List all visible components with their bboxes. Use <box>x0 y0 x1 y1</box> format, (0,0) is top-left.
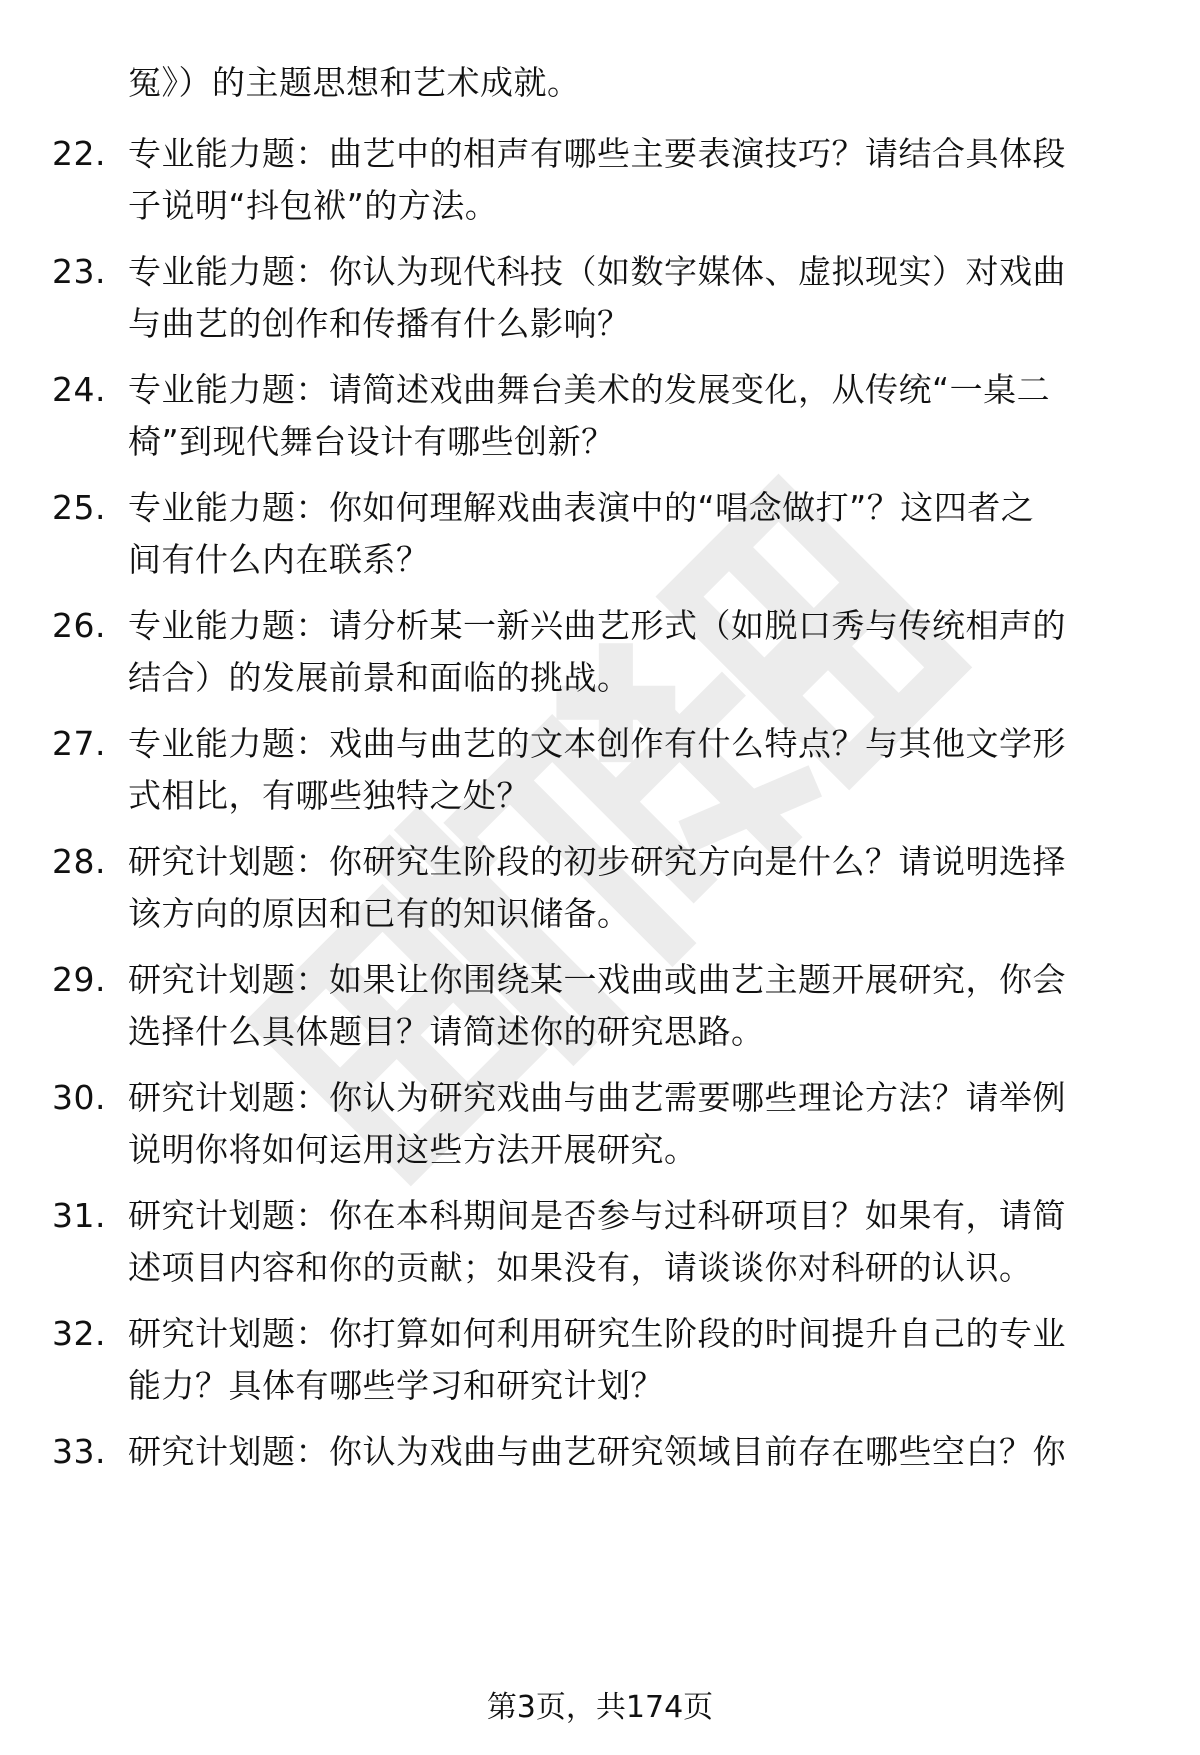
question-text-line: 专业能力题：请简述戏曲舞台美术的发展变化，从传统“一桌二 <box>128 370 1051 409</box>
question-text-line: 专业能力题：你认为现代科技（如数字媒体、虚拟现实）对戏曲 <box>128 252 1066 291</box>
question-text-line: 子说明“抖包袱”的方法。 <box>128 186 499 225</box>
question-text-line: 选择什么具体题目？请简述你的研究思路。 <box>128 1012 765 1051</box>
question-text-line: 研究计划题：你认为研究戏曲与曲艺需要哪些理论方法？请举例 <box>128 1078 1066 1117</box>
question-text-line: 研究计划题：你打算如何利用研究生阶段的时间提升自己的专业 <box>128 1314 1066 1353</box>
question-text-line: 与曲艺的创作和传播有什么影响？ <box>128 304 631 343</box>
question-number: 33. <box>52 1432 106 1471</box>
question-text-line: 研究计划题：你研究生阶段的初步研究方向是什么？请说明选择 <box>128 842 1066 881</box>
continuation-text: 冤》）的主题思想和艺术成就。 <box>128 63 581 102</box>
question-number: 31. <box>52 1196 106 1235</box>
question-text-line: 能力？具体有哪些学习和研究计划？ <box>128 1366 664 1405</box>
question-text-line: 研究计划题：你在本科期间是否参与过科研项目？如果有，请简 <box>128 1196 1066 1235</box>
question-number: 22. <box>52 134 106 173</box>
question-number: 30. <box>52 1078 106 1117</box>
question-number: 29. <box>52 960 106 999</box>
question-number: 28. <box>52 842 106 881</box>
question-text-line: 专业能力题：戏曲与曲艺的文本创作有什么特点？与其他文学形 <box>128 724 1066 763</box>
question-text-line: 述项目内容和你的贡献；如果没有，请谈谈你对科研的认识。 <box>128 1248 1033 1287</box>
page-footer: 第3页，共174页 <box>486 1690 714 1725</box>
question-number: 24. <box>52 370 106 409</box>
question-text-line: 间有什么内在联系？ <box>128 540 430 579</box>
question-text-line: 式相比，有哪些独特之处？ <box>128 776 530 815</box>
question-text-line: 研究计划题：如果让你围绕某一戏曲或曲艺主题开展研究，你会 <box>128 960 1066 999</box>
question-number: 27. <box>52 724 106 763</box>
question-number: 26. <box>52 606 106 645</box>
question-text-line: 专业能力题：曲艺中的相声有哪些主要表演技巧？请结合具体段 <box>128 134 1066 173</box>
question-text-line: 椅”到现代舞台设计有哪些创新？ <box>128 422 615 461</box>
question-text-line: 说明你将如何运用这些方法开展研究。 <box>128 1130 698 1169</box>
question-text-line: 专业能力题：请分析某一新兴曲艺形式（如脱口秀与传统相声的 <box>128 606 1066 645</box>
question-text-line: 结合）的发展前景和面临的挑战。 <box>128 658 631 697</box>
question-number: 32. <box>52 1314 106 1353</box>
question-number: 23. <box>52 252 106 291</box>
question-text-line: 该方向的原因和已有的知识储备。 <box>128 894 631 933</box>
question-text-line: 专业能力题：你如何理解戏曲表演中的“唱念做打”？这四者之 <box>128 488 1035 527</box>
question-number: 25. <box>52 488 106 527</box>
question-text-line: 研究计划题：你认为戏曲与曲艺研究领域目前存在哪些空白？你 <box>128 1432 1066 1471</box>
